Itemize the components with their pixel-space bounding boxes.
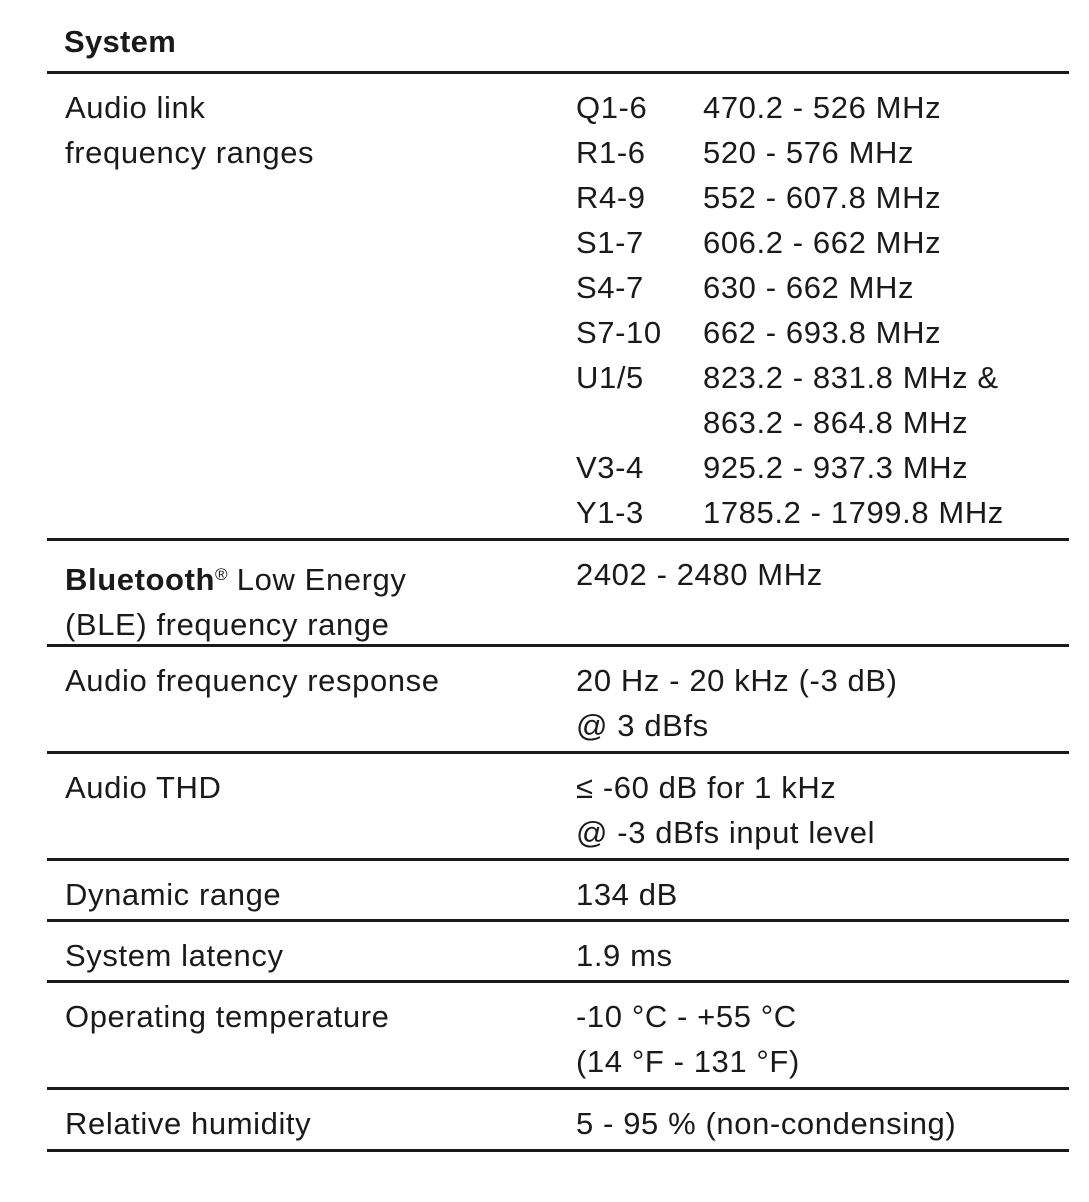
frequency-band-code: S7-10 [576,315,662,350]
frequency-band-code: R4-9 [576,180,646,215]
frequency-range-item [576,355,1056,400]
frequency-band-range: 630 - 662 MHz [703,270,915,305]
frequency-range-item [576,445,1056,490]
value-line: @ 3 dBfs [576,708,709,743]
spec-row-relative-humidity [47,1090,1069,1152]
label-line: Audio link [65,90,206,125]
spec-label [65,658,545,703]
label-line: Audio frequency response [65,663,440,698]
value-line: 134 dB [576,877,678,912]
spec-label [65,1101,545,1146]
spec-row-audio-frequency-response [47,647,1069,754]
frequency-band-code: Q1-6 [576,90,648,125]
value-line: 5 - 95 % (non-condensing) [576,1106,957,1141]
frequency-range-list [576,85,1056,535]
frequency-band-range: 823.2 - 831.8 MHz & [703,360,999,395]
spec-row-audio-link [47,74,1069,541]
label-line: Audio THD [65,770,222,805]
spec-row-dynamic-range [47,861,1069,922]
frequency-range-item [576,400,1056,445]
spec-table [47,71,1069,1152]
label-line: frequency ranges [65,135,315,170]
spec-value [576,994,1056,1084]
value-line: 2402 - 2480 MHz [576,557,823,592]
frequency-band-code: Y1-3 [576,495,644,530]
spec-value [576,872,1056,917]
value-line: 1.9 ms [576,938,673,973]
label-line: Dynamic range [65,877,282,912]
spec-value [576,933,1056,978]
value-line: -10 °C - +55 °C [576,999,797,1034]
frequency-band-range: 606.2 - 662 MHz [703,225,942,260]
spec-label [65,872,545,917]
frequency-band-code: S1-7 [576,225,644,260]
frequency-band-range: 1785.2 - 1799.8 MHz [703,495,1004,530]
spec-row-ble [47,541,1069,647]
frequency-range-item [576,490,1056,535]
frequency-band-code: R1-6 [576,135,646,170]
spec-label [65,85,545,175]
spec-label [65,765,545,810]
spec-value [576,1101,1056,1146]
spec-label [65,994,545,1039]
label-line: Relative humidity [65,1106,312,1141]
value-line: ≤ -60 dB for 1 kHz [576,770,837,805]
frequency-range-item [576,310,1056,355]
label-line: (BLE) frequency range [65,607,390,642]
registered-mark: ® [215,565,228,584]
spec-row-audio-thd [47,754,1069,861]
frequency-band-range: 925.2 - 937.3 MHz [703,450,969,485]
spec-value [576,658,1056,748]
frequency-range-item [576,130,1056,175]
frequency-range-item [576,175,1056,220]
bluetooth-brand: Bluetooth [65,562,216,597]
section-title: System [64,24,177,59]
frequency-band-code: S4-7 [576,270,644,305]
frequency-band-code: U1/5 [576,360,644,395]
frequency-band-code: V3-4 [576,450,644,485]
label-text: Low Energy [227,562,407,597]
frequency-band-range: 520 - 576 MHz [703,135,915,170]
label-line: Operating temperature [65,999,390,1034]
value-line: (14 °F - 131 °F) [576,1044,800,1079]
spec-label [65,933,545,978]
frequency-range-item [576,85,1056,130]
frequency-band-range: 863.2 - 864.8 MHz [703,405,969,440]
spec-row-system-latency [47,922,1069,983]
spec-row-operating-temperature [47,983,1069,1090]
frequency-range-item [576,220,1056,265]
value-line: 20 Hz - 20 kHz (-3 dB) [576,663,898,698]
label-line [65,552,545,602]
frequency-range-item [576,265,1056,310]
spec-value [576,552,1056,597]
spec-label [65,552,545,647]
spec-value [576,765,1056,855]
label-line: System latency [65,938,284,973]
frequency-band-range: 662 - 693.8 MHz [703,315,942,350]
frequency-band-range: 470.2 - 526 MHz [703,90,942,125]
frequency-band-range: 552 - 607.8 MHz [703,180,942,215]
value-line: @ -3 dBfs input level [576,815,876,850]
